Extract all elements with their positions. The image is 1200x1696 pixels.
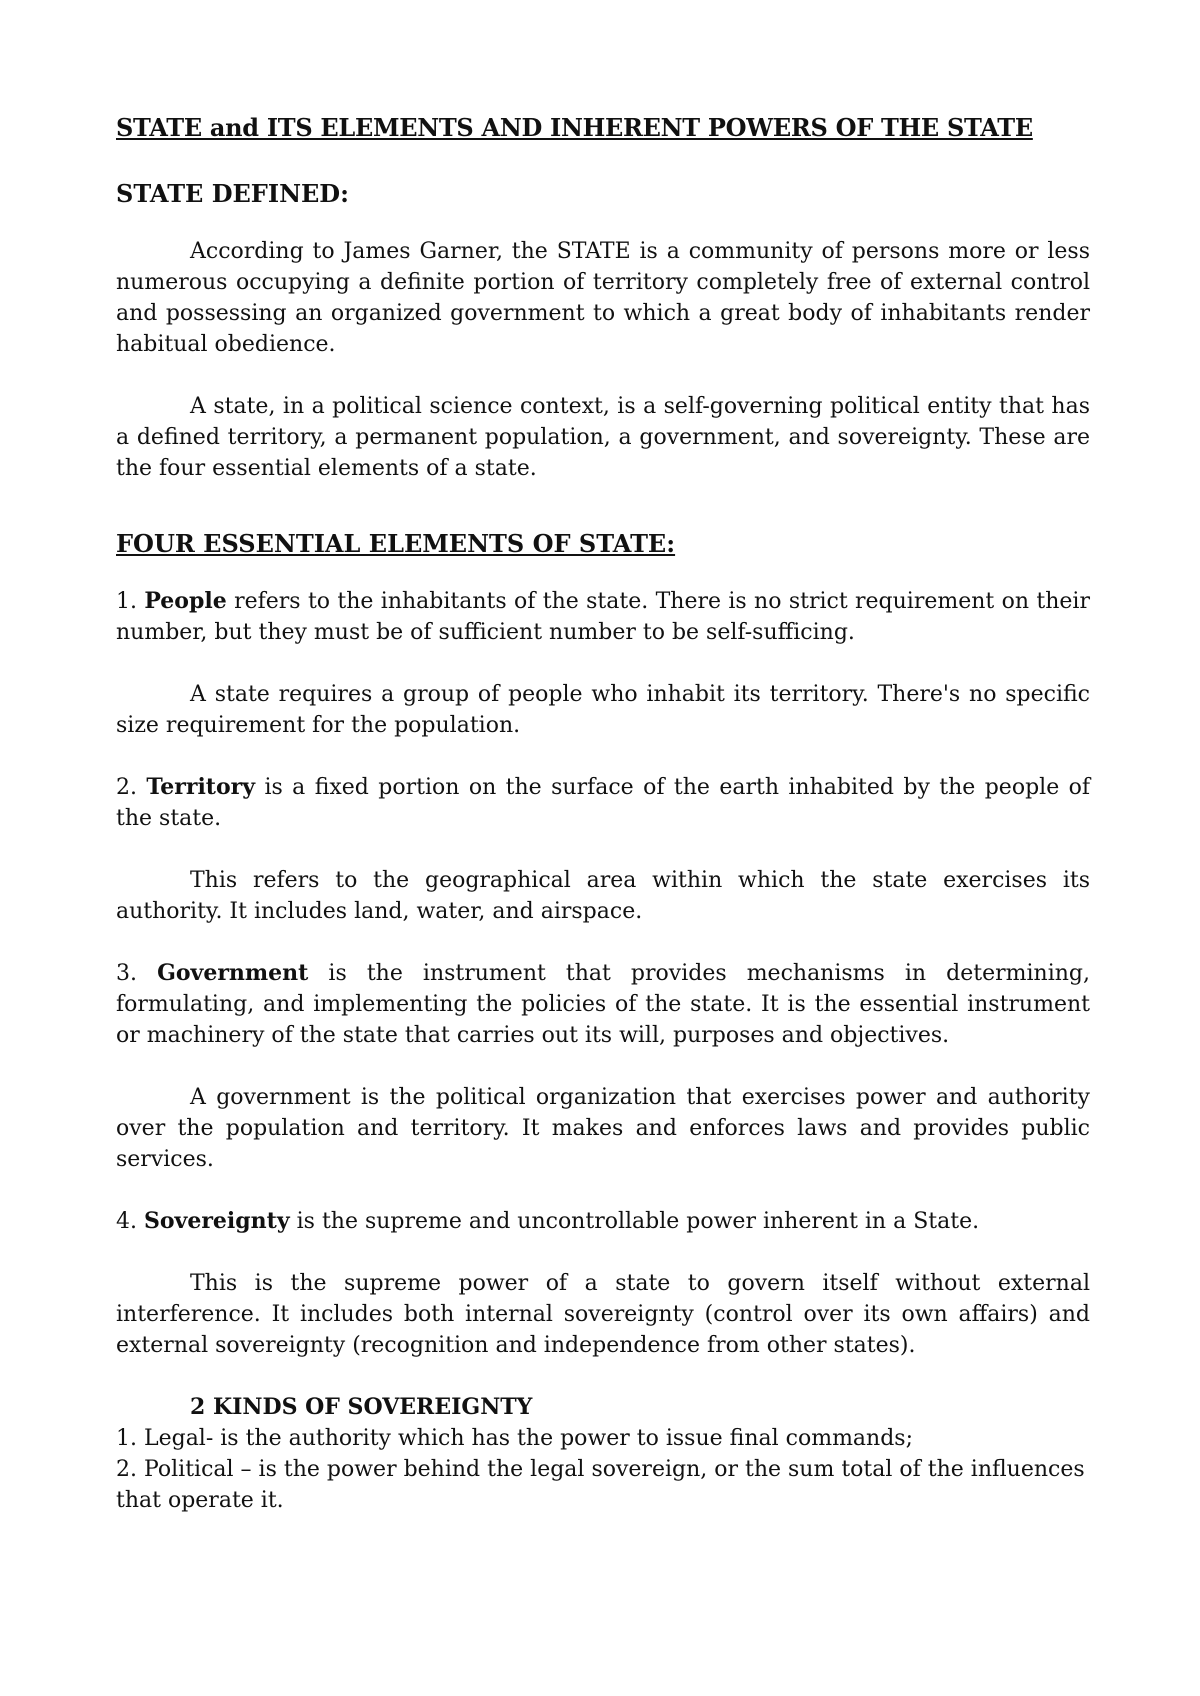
element-territory-explanation: This refers to the geographical area within which the state exercises its authority. It includes land, water, and airspace. [116, 868, 1090, 924]
element-number: 4. [116, 1209, 137, 1234]
element-definition-text: refers to the inhabitants of the state. There is no strict requirement on their number, but they must be of sufficient number to be self-sufficing. [116, 589, 1090, 645]
element-definition-text: is a fixed portion on the surface of the earth inhabited by the people of the state. [116, 775, 1091, 831]
document-title: STATE and ITS ELEMENTS AND INHERENT POWERS OF THE STATE [116, 113, 1033, 142]
garner-definition-paragraph: According to James Garner, the STATE is a community of persons more or less numerous occupying a definite portion of territory completely free of external control and possessing an organized government to which a great body of inhabitants render habitual obedience. [116, 239, 1090, 357]
element-sovereignty-explanation: This is the supreme power of a state to govern itself without external interference. It includes both internal sovereignty (control over its own affairs) and external sovereignty (recognition and independence from other states). [116, 1271, 1090, 1358]
element-government-explanation: A government is the political organization that exercises power and authority over the population and territory. It makes and enforces laws and provides public services. [116, 1085, 1090, 1172]
element-people-definition [116, 586, 1090, 648]
element-people-explanation: A state requires a group of people who inhabit its territory. There's no specific size requirement for the population. [116, 682, 1090, 738]
sovereignty-kind-political: 2. Political – is the power behind the legal sovereign, or the sum total of the influences that operate it. [116, 1457, 1085, 1513]
document-page [116, 112, 1090, 1516]
element-term-people: People [144, 588, 227, 614]
element-definition-text: is the supreme and uncontrollable power inherent in a State. [296, 1209, 980, 1234]
element-territory-definition [116, 772, 1090, 834]
element-term-territory: Territory [146, 774, 256, 800]
element-definition-text: is the instrument that provides mechanisms in determining, formulating, and implementing the policies of the state. It is the essential instrument or machinery of the state that carries out its will, purposes and objectives. [116, 961, 1090, 1048]
element-number: 1. [116, 589, 137, 614]
element-number: 3. [116, 961, 137, 986]
element-term-government: Government [157, 960, 309, 986]
political-science-definition-paragraph: A state, in a political science context, is a self-governing political entity that has a defined territory, a permanent population, a government, and sovereignty. These are the four essential elements of a state. [116, 394, 1090, 481]
four-elements-heading: FOUR ESSENTIAL ELEMENTS OF STATE: [116, 529, 676, 558]
element-number: 2. [116, 775, 137, 800]
sovereignty-kind-legal: 1. Legal- is the authority which has the power to issue final commands; [116, 1426, 913, 1451]
state-defined-heading: STATE DEFINED: [116, 179, 349, 208]
element-government-definition [116, 958, 1090, 1051]
element-term-sovereignty: Sovereignty [144, 1208, 290, 1234]
element-sovereignty-definition [116, 1206, 1090, 1237]
sovereignty-kinds-heading: 2 KINDS OF SOVEREIGNTY [190, 1394, 533, 1420]
